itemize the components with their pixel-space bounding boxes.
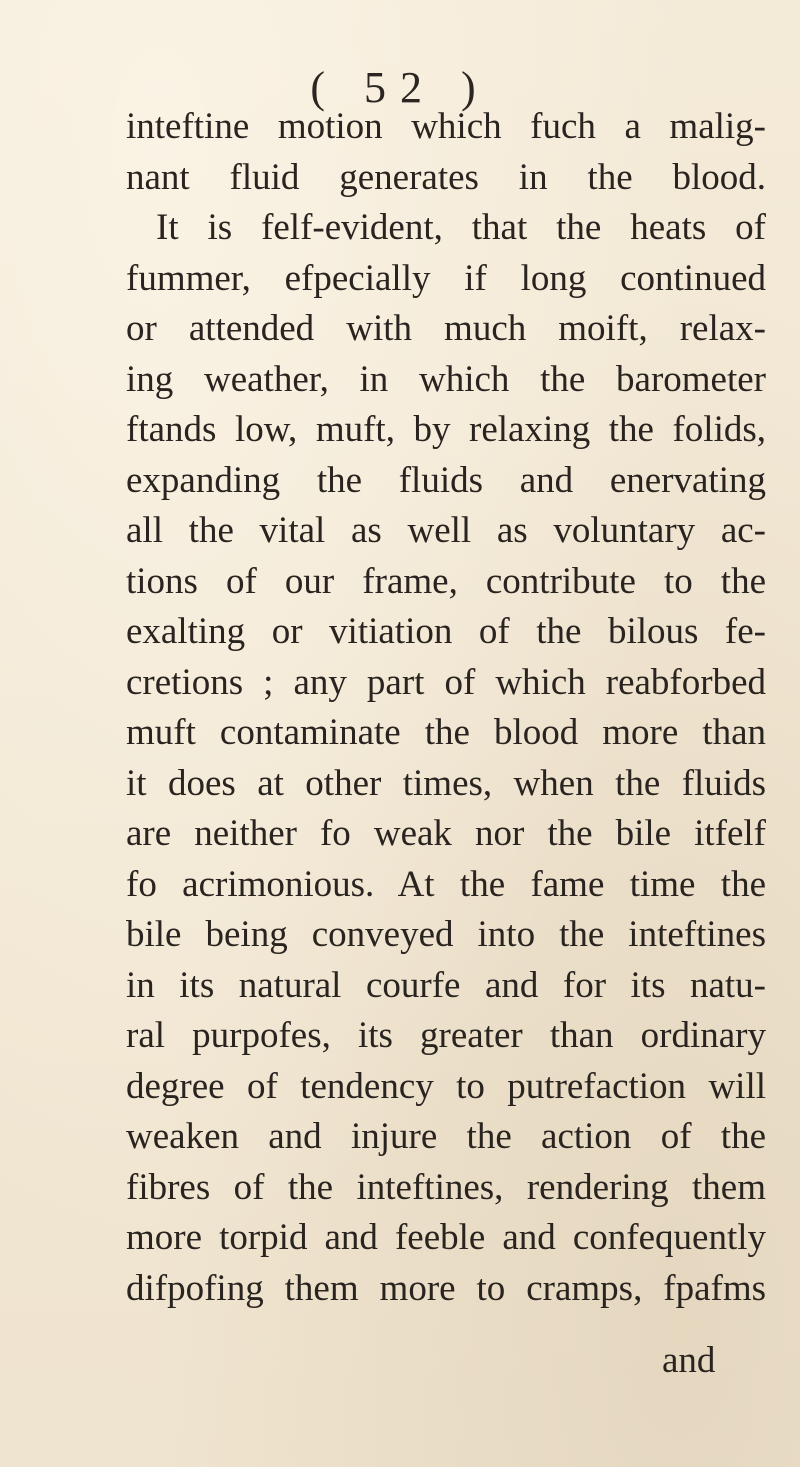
text-line: ral purpofes, its greater than ordinary (126, 1015, 766, 1056)
text-line: in its natural courfe and for its natu- (126, 964, 766, 1006)
text-line: nant fluid generates in the blood. (126, 156, 766, 198)
text-line: It is felf-evident, that the heats of (156, 207, 766, 248)
text-line: muft contaminate the blood more than (126, 712, 766, 753)
body-text (126, 102, 766, 1314)
text-line: expanding the fluids and enervating (126, 459, 766, 501)
text-line: ing weather, in which the barometer (126, 358, 766, 400)
text-line: exalting or vitiation of the bilous fe- (126, 611, 766, 652)
text-line: inteftine motion which fuch a malig- (126, 106, 766, 147)
text-line: degree of tendency to putrefaction will (126, 1065, 766, 1107)
text-line: more torpid and feeble and confequently (126, 1217, 766, 1258)
text-line: cretions ; any part of which reabforbed (126, 661, 766, 703)
text-line: fo acrimonious. At the fame time the (126, 863, 766, 905)
text-line: fummer, efpecially if long continued (126, 257, 766, 299)
text-line: fibres of the inteftines, rendering them (126, 1166, 766, 1208)
text-line: it does at other times, when the fluids (126, 762, 766, 804)
text-line: ftands low, muft, by relaxing the folids, (126, 409, 766, 450)
text-line: difpofing them more to cramps, fpafms (126, 1267, 766, 1309)
text-line: weaken and injure the action of the (126, 1116, 766, 1157)
text-line: bile being conveyed into the inteftines (126, 914, 766, 955)
catchword: and (662, 1340, 716, 1381)
text-line: all the vital as well as voluntary ac- (126, 510, 766, 551)
text-line: or attended with much moift, relax- (126, 308, 766, 349)
text-line: are neither fo weak nor the bile itfelf (126, 813, 766, 854)
page-number-header: ( 52 ) (310, 63, 490, 112)
text-line: tions of our frame, contribute to the (126, 560, 766, 602)
